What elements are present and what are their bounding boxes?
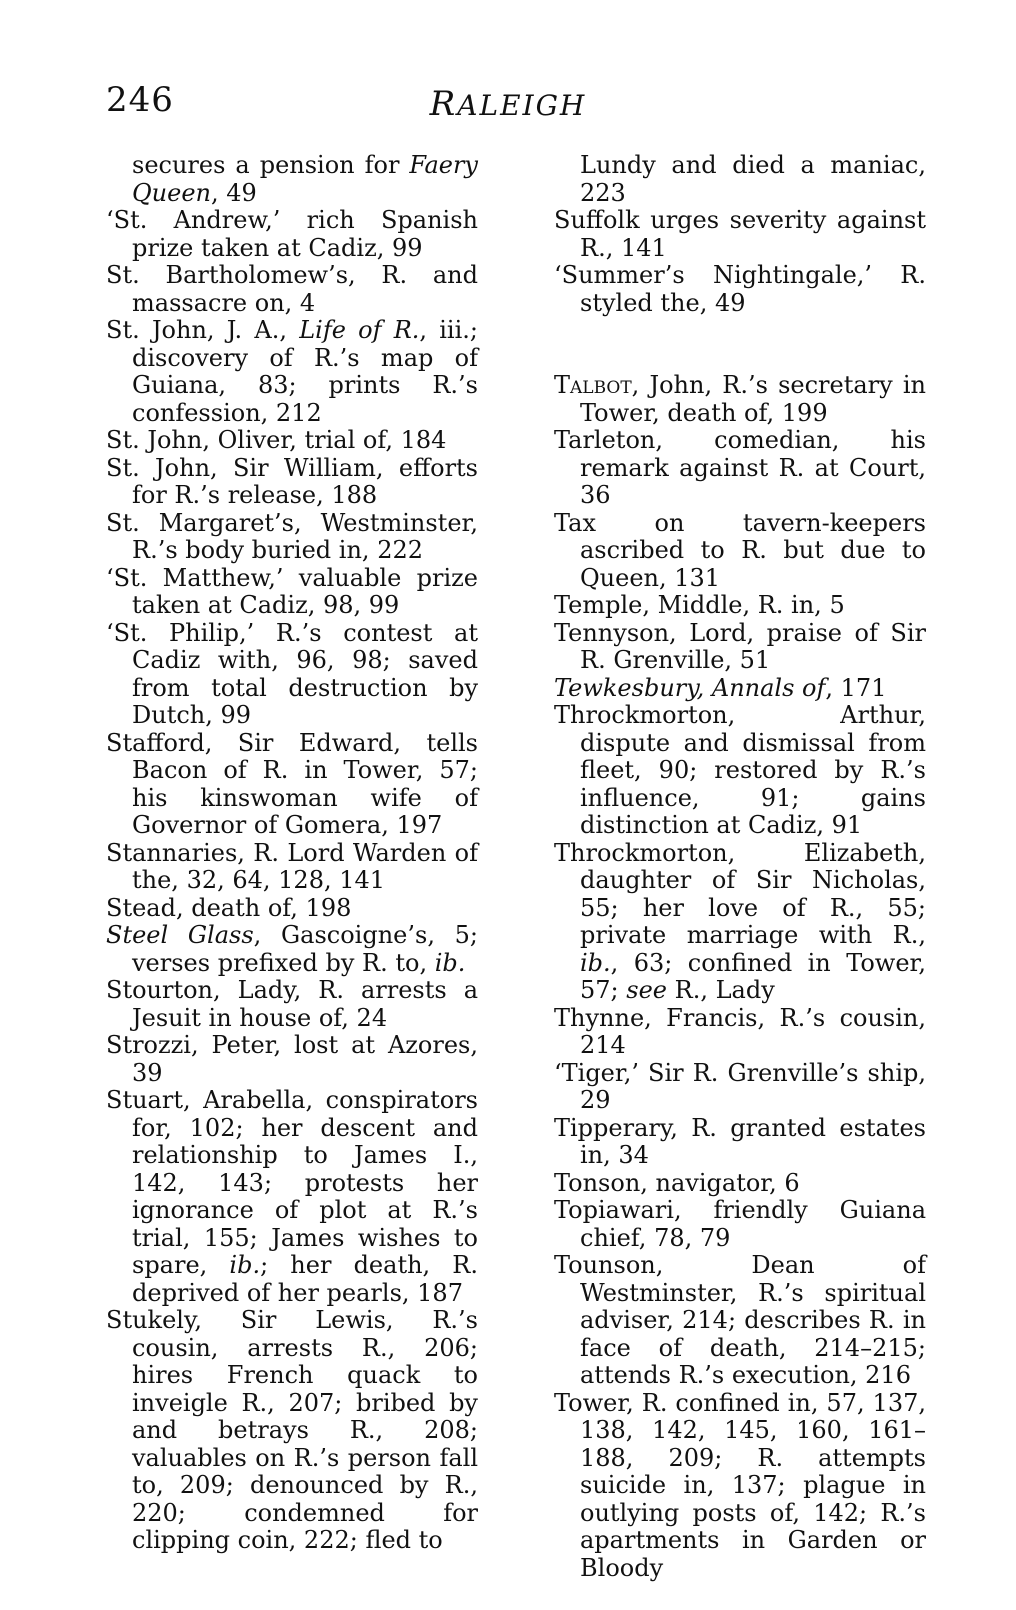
index-entry: Tennyson, Lord, praise of Sir R. Grenville, 51 [554,618,926,674]
index-entry: Steel Glass, Gascoigne’s, 5; verses prefixed by R. to, ib. [106,921,478,977]
running-head [380,84,636,124]
index-entry: Tarleton, comedian, his remark against R. at Court, 36 [554,426,926,509]
index-entry: Topiawari, friendly Guiana chief, 78, 79 [554,1196,926,1252]
index-entry: Suffolk urges severity against R., 141 [554,206,926,262]
index-entry: Temple, Middle, R. in, 5 [554,591,845,619]
index-entry: Stead, death of, 198 [106,893,352,922]
index-entry: Tewkesbury, Annals of, 171 [554,673,887,702]
index-entry: St. John, Sir William, efforts for R.’s release, 188 [106,453,478,509]
index-column-right [554,152,926,1582]
index-entry: Throckmorton, Elizabeth, daughter of Sir Nicholas, 55; her love of R., 55; private marriage with R., ib., 63; confined in Tower, 57; see R., Lady [554,838,926,1004]
index-entry: St. Margaret’s, Westminster, R.’s body buried in, 222 [106,508,478,564]
index-entry: Stannaries, R. Lord Warden of the, 32, 64, 128, 141 [106,838,478,894]
index-entry: Tipperary, R. granted estates in, 34 [554,1113,926,1169]
index-entry: Talbot, John, R.’s secretary in Tower, death of, 199 [554,371,926,427]
index-entry: secures a pension for Faery Queen, 49 [132,151,478,207]
index-entry: Stourton, Lady, R. arrests a Jesuit in house of, 24 [106,976,478,1032]
index-entry: Tax on tavern-keepers ascribed to R. but due to Queen, 131 [554,508,926,592]
index-entry: St. John, J. A., Life of R., iii.; discovery of R.’s map of Guiana, 83; prints R.’s confession, 212 [106,316,479,427]
index-entry: St. Bartholomew’s, R. and massacre on, 4 [106,261,478,317]
index-entry: St. John, Oliver, trial of, 184 [106,426,447,454]
index-entry: Strozzi, Peter, lost at Azores, 39 [106,1031,478,1087]
index-entry: ‘Tiger,’ Sir R. Grenville’s ship, 29 [554,1058,926,1114]
index-entry: Thynne, Francis, R.’s cousin, 214 [554,1003,926,1059]
running-head-rest: ALEIGH [457,89,587,122]
index-entry: Stuart, Arabella, conspirators for, 102; her descent and relationship to James I., 142, 143; protests her ignorance of plot at R.’s trial, 155; James wishes to spare, ib.; her death, R. deprived of her pearls, 187 [106,1086,478,1307]
index-entry: Tounson, Dean of Westminster, R.’s spiritual adviser, 214; describes R. in face of death, 214–215; attends R.’s execution, 216 [554,1251,926,1389]
index-entry: Throckmorton, Arthur, dispute and dismissal from fleet, 90; restored by R.’s influence, 91; gains distinction at Cadiz, 91 [554,701,926,839]
index-entry: Stukely, Sir Lewis, R.’s cousin, arrests R., 206; hires French quack to inveigle R., 207; bribed by and betrays R., 208; valuables on R.’s person fall to, 209; denounced by R., 220; condemned for clipping coin, 222; fled to [106,1306,478,1554]
index-entry: ‘St. Philip,’ R.’s contest at Cadiz with, 96, 98; saved from total destruction by Dutch, 99 [106,618,478,729]
page-number: 246 [106,80,174,120]
index-entry: Stafford, Sir Edward, tells Bacon of R. in Tower, 57; his kinswoman wife of Governor of Gomera, 197 [106,728,478,839]
index-entry: Lundy and died a maniac, 223 [580,151,926,207]
index-entry: ‘St. Andrew,’ rich Spanish prize taken at Cadiz, 99 [106,206,478,262]
index-entry: Tower, R. confined in, 57, 137, 138, 142, 145, 160, 161–188, 209; R. attempts suicide in, 137; plague in outlying posts of, 142; R.’s apartments in Garden or Bloody [554,1388,926,1582]
index-entry: Tonson, navigator, 6 [554,1168,800,1197]
index-entry: ‘St. Matthew,’ valuable prize taken at Cadiz, 98, 99 [106,563,478,619]
index-entry: ‘Summer’s Nightingale,’ R. styled the, 49 [554,261,926,317]
running-head-initial: R [429,84,458,124]
index-column-left [106,152,478,1555]
